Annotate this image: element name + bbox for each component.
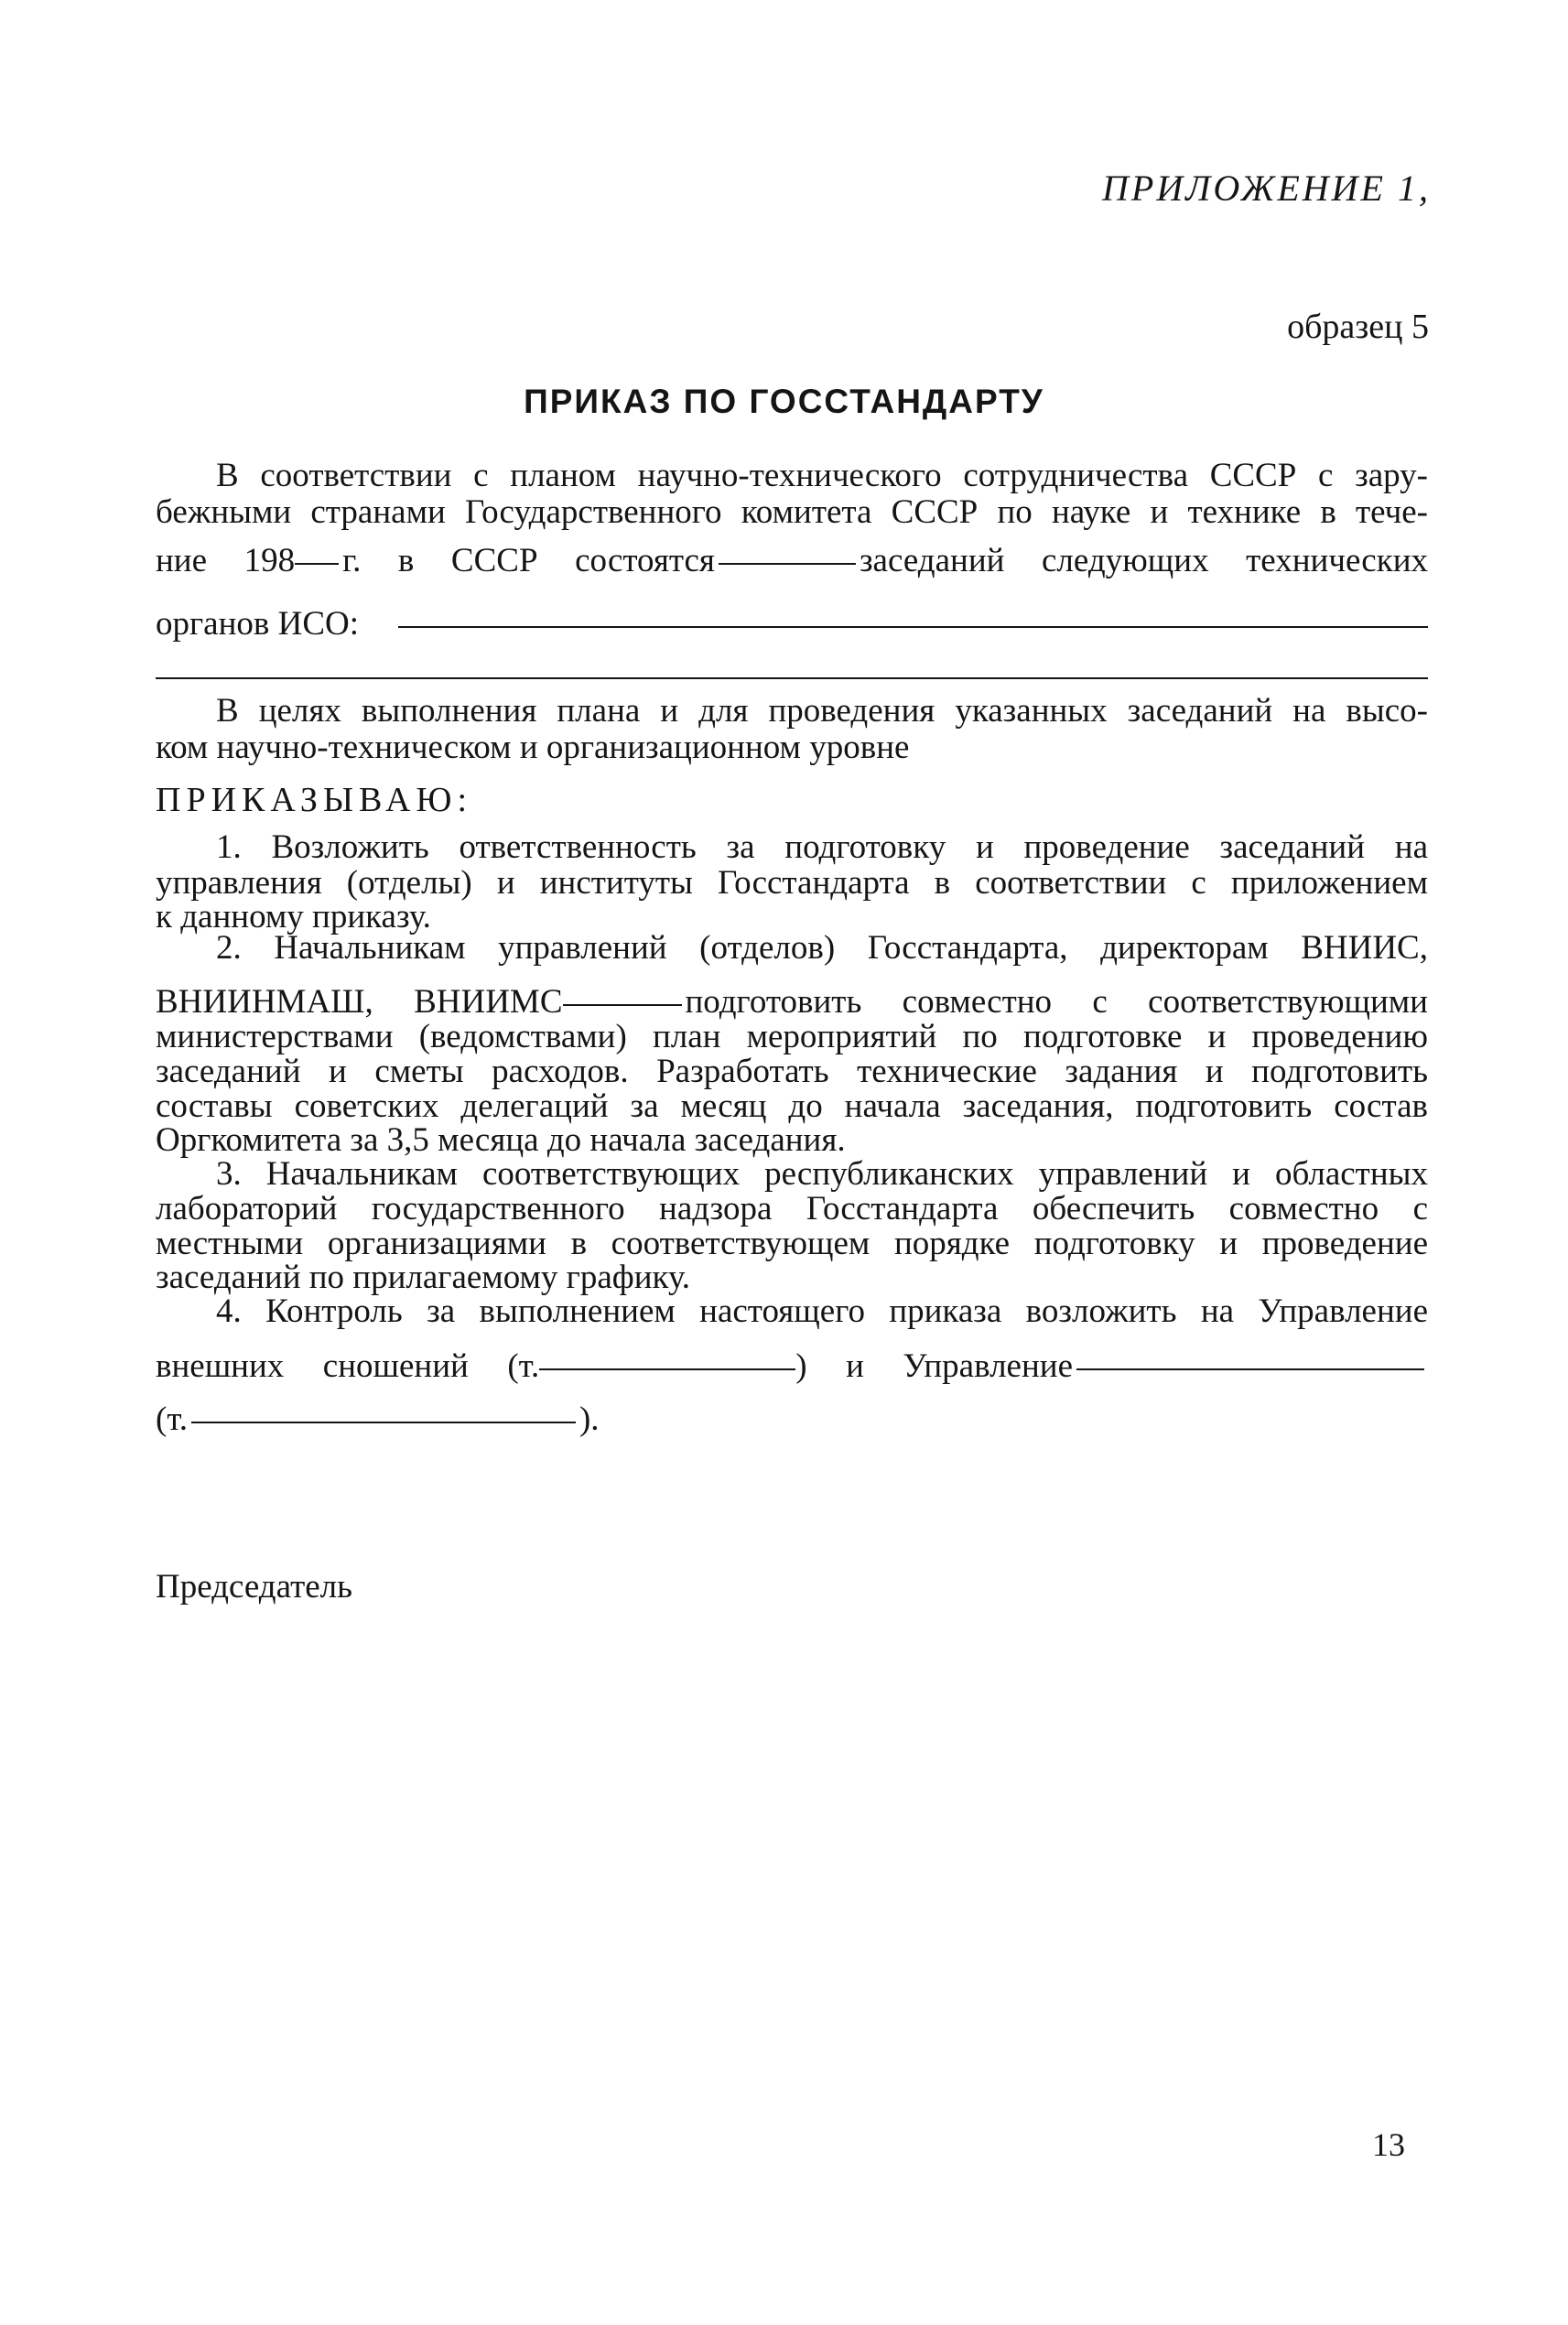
item2-line-1: 2. Начальникам управлений (отделов) Госстандарта, директорам ВНИИС, [216,929,1428,967]
item1-line-3: к данному приказу. [156,898,431,935]
item2-line-2 [156,984,1428,1021]
intro-line-3 [156,543,1428,579]
item3-line-3: местными организациями в соответствующем порядке подготовку и проведение [156,1225,1428,1262]
intro-line-4: органов ИСО: [156,605,360,643]
institute-blank [563,1003,682,1006]
appendix-label: ПРИЛОЖЕНИЕ 1, [1102,168,1431,209]
item4-line-3 [156,1401,600,1438]
order-heading: ПРИКАЗЫВАЮ: [156,781,473,819]
iso-bodies-blank-2 [156,677,1428,679]
item2-line-4: заседаний и сметы расходов. Разработать технические задания и подготовить [156,1053,1428,1090]
item2-prepare: подготовить совместно с соответствующими [685,983,1428,1021]
item2-institutes: ВНИИНМАШ, ВНИИМС [156,983,563,1021]
year-blank [295,562,339,565]
document-title: ПРИКАЗ ПО ГОССТАНДАРТУ [524,383,1044,420]
foreign-dept-name-blank [539,1368,795,1370]
item1-line-2: управления (отделы) и институты Госстандарта в соответствии с приложением [156,864,1428,902]
item4-line-2 [156,1348,1428,1385]
iso-bodies-blank [398,626,1428,628]
item4-and-dept: ) и Управление [795,1347,1073,1385]
second-dept-name-blank [191,1421,576,1423]
item4-line-1: 4. Контроль за выполнением настоящего приказа возложить на Управление [216,1292,1428,1330]
sample-label: образец 5 [1287,308,1429,346]
item2-line-5: составы советских делегаций за месяц до начала заседания, подготовить состав [156,1087,1428,1125]
chairman-label: Председатель [156,1568,353,1606]
item3-line-1: 3. Начальникам соответствующих республиканских управлений и областных [216,1155,1428,1193]
item3-line-2: лабораторий государственного надзора Госстандарта обеспечить совместно с [156,1190,1428,1227]
item2-line-6: Оргкомитета за 3,5 месяца до начала заседания. [156,1121,846,1159]
item4-name-suffix: ). [579,1400,600,1438]
page-number: 13 [1372,2126,1405,2163]
intro-line-1: В соответствии с планом научно-технического сотрудничества СССР с зару- [216,457,1428,494]
item1-line-1: 1. Возложить ответственность за подготовку и проведение заседаний на [216,828,1428,866]
purpose-line-2: ком научно-техническом и организационном уровне [156,729,910,766]
second-dept-blank [1076,1368,1424,1370]
intro-bodies-text: заседаний следующих технических [859,542,1428,579]
item2-line-3: министерствами (ведомствами) план мероприятий по подготовке и проведению [156,1018,1428,1055]
item4-foreign-dept: внешних сношений (т. [156,1347,540,1385]
count-blank [719,562,856,565]
item3-line-4: заседаний по прилагаемому графику. [156,1259,691,1296]
item4-name-prefix: (т. [156,1400,188,1438]
purpose-line-1: В целях выполнения плана и для проведения указанных заседаний на высо- [216,692,1428,730]
intro-line-2: бежными странами Государственного комитета СССР по науке и технике в тече- [156,493,1428,531]
intro-year-text: ние 198 [156,542,296,579]
intro-meeting-text: г. в СССР состоятся [342,542,715,579]
